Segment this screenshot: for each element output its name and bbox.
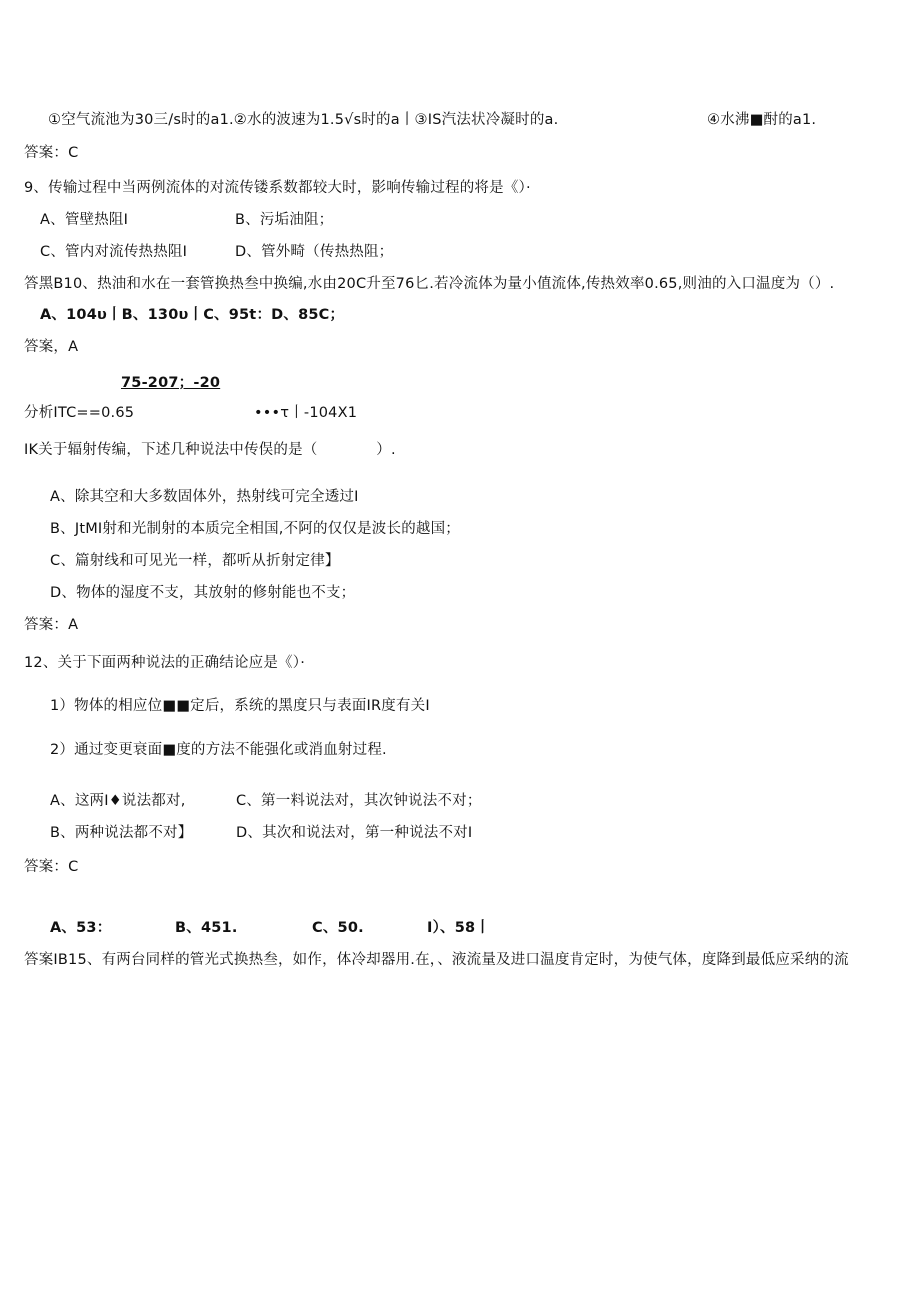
q11-option-b: B、JtMI射和光制射的本质完全相国,不阿的仅仅是波长的越国； <box>50 521 461 537</box>
q12-option-b: B、两种说法都不对】 <box>50 825 193 841</box>
q10-options: A、104υ丨B、130υ丨C、95t：D、85C； <box>40 307 345 323</box>
q9-option-b: B、污垢油阻； <box>235 212 334 228</box>
q14-option-a: A、53： <box>50 920 112 936</box>
q12-answer: 答案：C <box>24 859 79 875</box>
q11-question: IK关于辐射传编，下述几种说法中传俣的是（ ）. <box>24 442 396 458</box>
analysis-result: •••τ丨-104X1 <box>254 405 358 421</box>
q15-question: 答案IB15、有两台同样的管光式换热叁，如作，体冷却器用.在，、液流量及进口温度肯定时，为使气体，度降到最低应采纳的流 <box>24 952 849 968</box>
q8-options-1-3: ①空气流池为30三∕s时的a1.②水的波速为1.5√s时的a丨③IS汽法状冷凝时的a. <box>48 112 559 128</box>
q12-option-a: A、这两I♦说法都对, <box>50 793 186 809</box>
q9-question: 9、传输过程中当两例流体的对流传镂系数都较大时，影响传输过程的将是《）· <box>24 180 531 196</box>
q8-answer: 答案：C <box>24 145 79 161</box>
q11-option-d: D、物体的湿度不支，其放射的修射能也不支； <box>50 585 356 601</box>
q14-option-c: C、50. <box>312 920 364 936</box>
q9-option-c: C、管内对流传热热阻I <box>40 244 188 260</box>
q11-option-c: C、篇射线和可见光一样，都听从折射定律】 <box>50 553 340 569</box>
q10-answer: 答案，A <box>24 339 79 355</box>
q8-option-4: ④水沸■酎的a1. <box>707 112 817 128</box>
q9-option-d: D、管外畸（传热热阻； <box>235 244 394 260</box>
analysis-fraction-numerator: 75-207；-20 <box>121 375 221 391</box>
q12-option-d: D、其次和说法对，第一种说法不对I <box>236 825 473 841</box>
q14-option-b: B、451. <box>175 920 238 936</box>
q9-option-a: A、管壁热阻I <box>40 212 129 228</box>
q11-answer: 答案：A <box>24 617 79 633</box>
q11-option-a: A、除其空和大多数固体外，热射线可完全透过I <box>50 489 359 505</box>
q12-option-c: C、第一料说法对，其次钟说法不对； <box>236 793 482 809</box>
q12-statement-2: 2）通过变更衰面■度的方法不能强化或消血射过程. <box>50 742 387 758</box>
analysis-formula: 分析ITC==0.65 <box>24 405 135 421</box>
q14-option-d: I）、58丨 <box>427 920 491 936</box>
q12-statement-1: 1）物体的相应位■■定后，系统的黑度只与表面IR度有关I <box>50 698 430 714</box>
q12-question: 12、关于下面两种说法的正确结论应是《）· <box>24 655 306 671</box>
q10-question: 答黑B10、热油和水在一套管换热叁中换编,水由20C升至76匕.若冷流体为量小值流体,传热效率0.65,则油的入口温度为（）. <box>24 276 835 292</box>
